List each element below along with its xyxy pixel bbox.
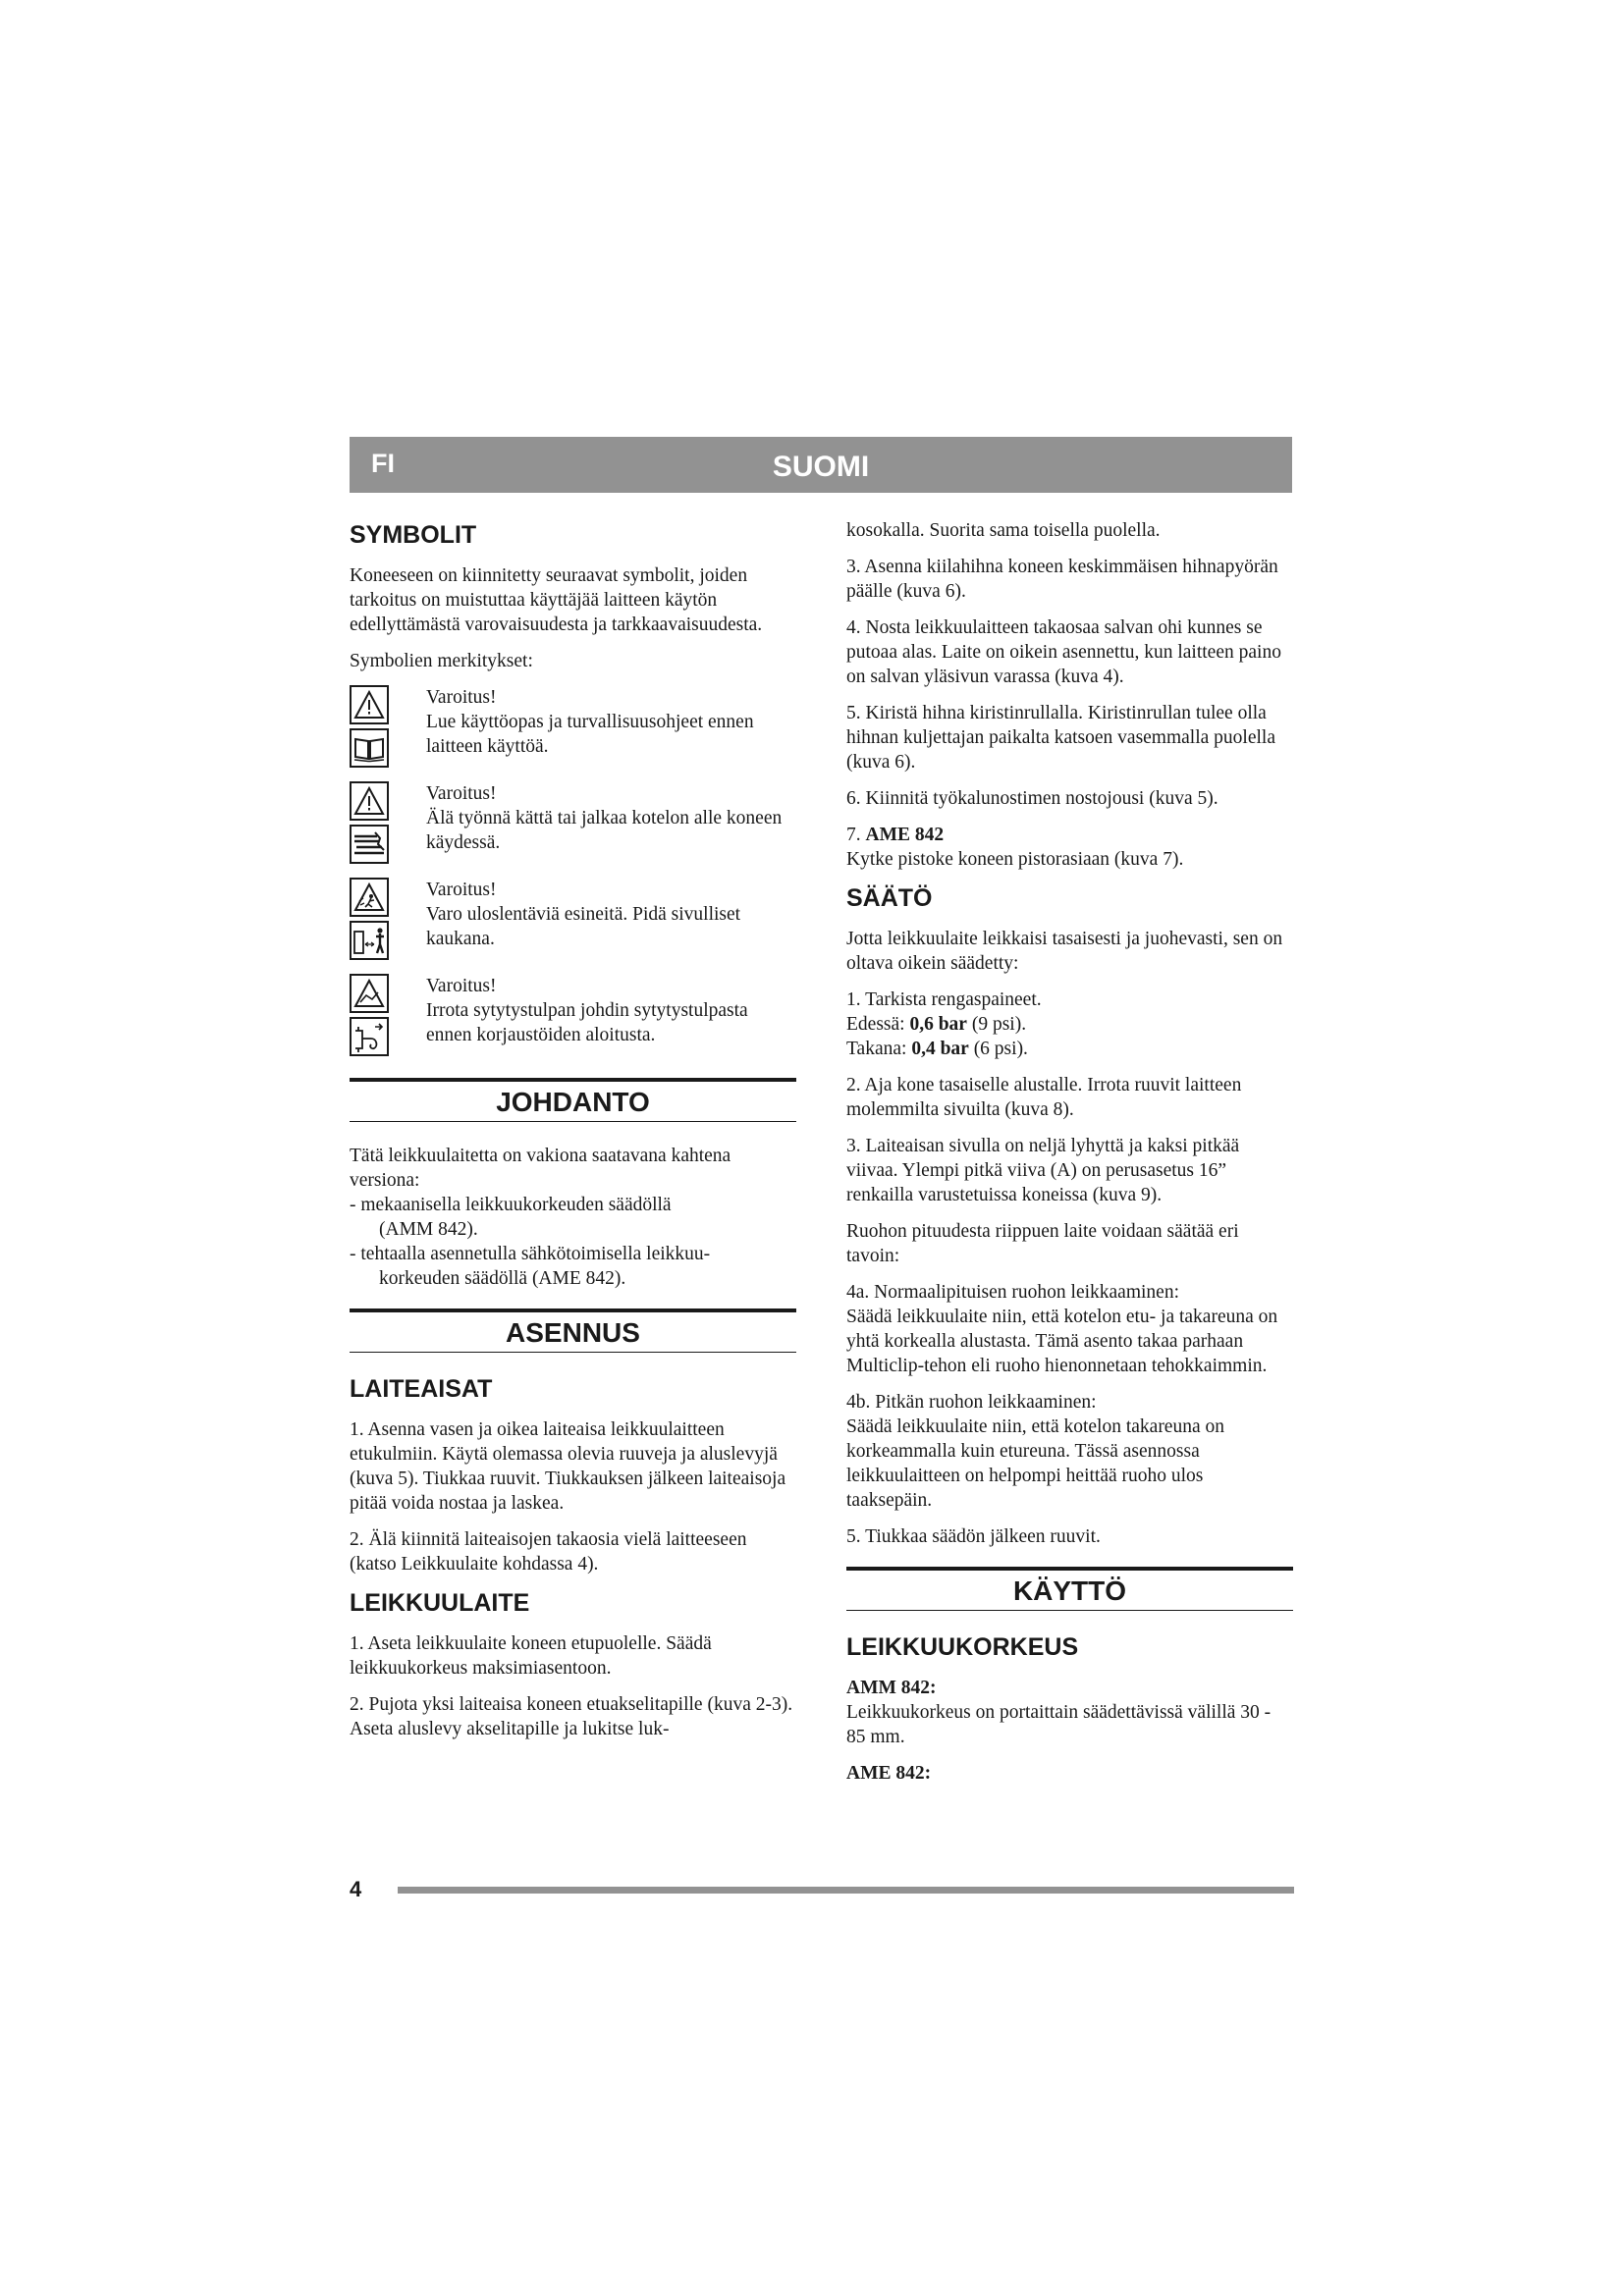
laiteaisat-step-2: 2. Älä kiinnitä laiteaisojen takaosia vielä laitteeseen (katso Leikkuulaite kohdassa 4). [350, 1529, 747, 1575]
warning-read-manual [350, 685, 796, 772]
language-header-bar [350, 437, 1292, 493]
leikkuulaite-step-7-text: Kytke pistoke koneen pistorasiaan (kuva 7). [846, 849, 1184, 870]
heading-symbolit: SYMBOLIT [350, 521, 477, 549]
amm-842-text: Leikkuukorkeus on portaittain säädettävissä välillä 30 - 85 mm. [846, 1702, 1272, 1747]
language-code: FI [371, 449, 395, 478]
johdanto-intro: Tätä leikkuulaitetta on vakiona saatavana kahtena versiona: [350, 1146, 731, 1191]
disconnect-plug-icon [350, 1017, 389, 1056]
leikkuulaite-step-2-continued: kosokalla. Suorita sama toisella puolella. [846, 520, 1161, 541]
warning-text: Irrota sytytystulpan johdin sytytystulpasta ennen korjaustöiden aloitusta. [426, 1000, 748, 1045]
hand-foot-blade-icon [350, 825, 389, 864]
thrown-objects-icon [350, 878, 389, 917]
warning-text: Lue käyttöopas ja turvallisuusohjeet ennen laitteen käyttöä. [426, 712, 754, 757]
leikkuulaite-step-2: 2. Pujota yksi laiteaisa koneen etuakselitapille (kuva 2-3). Aseta aluslevy akselitapille ja lukitse luk- [350, 1694, 793, 1739]
left-column [350, 518, 796, 1753]
heading-saato: SÄÄTÖ [846, 884, 933, 912]
leikkuulaite-step-1: 1. Aseta leikkuulaite koneen etupuolelle. Säädä leikkuukorkeus maksimiasentoon. [350, 1633, 712, 1679]
warning-title: Varoitus! [426, 880, 497, 900]
section-heading-asennus: ASENNUS [350, 1308, 796, 1353]
amm-842-label-text: AMM 842: [846, 1678, 937, 1698]
symbolit-intro: Koneeseen on kiinnitetty seuraavat symbolit, joiden tarkoitus on muistuttaa käyttäjää laitteen käytön edellyttämästä varovaisuudesta ja tarkkaavaisuudesta. [350, 565, 763, 635]
leikkuulaite-step-6: 6. Kiinnitä työkalunostimen nostojousi (kuva 5). [846, 788, 1218, 809]
johdanto-item-2-model: korkeuden säädöllä (AME 842). [379, 1268, 626, 1289]
symbol-meanings-label: Symbolien merkitykset: [350, 651, 533, 671]
warning-triangle-icon [350, 781, 389, 821]
saato-step-4a-text: Säädä leikkuulaite niin, että kotelon etu- ja takareuna on yhtä korkealla alustasta. Tämä asento takaa parhaan Multiclip-tehon eli ruoho hienonnetaan tehokkaimmin. [846, 1307, 1278, 1376]
heading-leikkuulaite: LEIKKUULAITE [350, 1589, 530, 1617]
rear-pressure-value: 0,4 bar [911, 1039, 969, 1059]
section-heading-kaytto: KÄYTTÖ [846, 1567, 1293, 1611]
johdanto-item-1: - mekaanisella leikkuukorkeuden säädöllä [350, 1195, 672, 1215]
amm-842-label [846, 1676, 1293, 1700]
front-label: Edessä: [846, 1014, 905, 1035]
right-column [846, 518, 1293, 1797]
footer-rule [398, 1887, 1294, 1894]
saato-intro: Jotta leikkuulaite leikkaisi tasaisesti ja juohevasti, sen on oltava oikein säädetty: [846, 929, 1283, 974]
step-7-number: 7. [846, 825, 861, 845]
tire-pressure-front [846, 1012, 1293, 1037]
leikkuulaite-step-4: 4. Nosta leikkuulaitteen takaosaa salvan ohi kunnes se putoaa alas. Laite on oikein asennettu, kun laitteen paino on salvan yläsivun varassa (kuva 4). [846, 617, 1281, 687]
saato-step-1: 1. Tarkista rengaspaineet. [846, 989, 1042, 1010]
keep-distance-icon [350, 921, 389, 960]
leikkuulaite-step-7-heading [846, 823, 1293, 847]
saato-step-4b-title: 4b. Pitkän ruohon leikkaaminen: [846, 1392, 1097, 1413]
warning-title: Varoitus! [426, 783, 497, 804]
heading-laiteaisat: LAITEAISAT [350, 1375, 493, 1403]
warning-triangle-icon [350, 685, 389, 724]
saato-step-2: 2. Aja kone tasaiselle alustalle. Irrota ruuvit laitteen molemmilta sivuilta (kuva 8). [846, 1075, 1242, 1120]
saato-step-3: 3. Laiteaisan sivulla on neljä lyhyttä ja kaksi pitkää viivaa. Ylempi pitkä viiva (A) on perusasetus 16” renkailla varustetuissa koneissa (kuva 9). [846, 1136, 1240, 1205]
tire-pressure-rear [846, 1037, 1293, 1061]
front-pressure-value: 0,6 bar [909, 1014, 967, 1035]
spark-plug-warning-icon [350, 974, 389, 1013]
page-language-title: SUOMI [772, 451, 870, 483]
rear-psi: (6 psi). [973, 1039, 1028, 1059]
saato-grass-intro: Ruohon pituudesta riippuen laite voidaan säätää eri tavoin: [846, 1221, 1239, 1266]
section-heading-johdanto: JOHDANTO [350, 1078, 796, 1122]
warning-spark-plug [350, 974, 796, 1060]
warning-hands-feet [350, 781, 796, 868]
warning-title: Varoitus! [426, 976, 497, 996]
laiteaisat-step-1: 1. Asenna vasen ja oikea laiteaisa leikkuulaitteen etukulmiin. Käytä olemassa olevia ruuveja ja aluslevyjä (kuva 5). Tiukkaa ruuvit. Tiukkauksen jälkeen laiteaisoja pitää voida nostaa ja laskea. [350, 1419, 786, 1514]
saato-step-5: 5. Tiukkaa säädön jälkeen ruuvit. [846, 1526, 1101, 1547]
heading-leikkuukorkeus: LEIKKUUKORKEUS [846, 1633, 1079, 1661]
warning-title: Varoitus! [426, 687, 497, 708]
page-number: 4 [350, 1877, 362, 1901]
rear-label: Takana: [846, 1039, 907, 1059]
front-psi: (9 psi). [971, 1014, 1027, 1035]
saato-step-4a-title: 4a. Normaalipituisen ruohon leikkaaminen: [846, 1282, 1179, 1303]
warning-text: Varo uloslentäviä esineitä. Pidä sivulliset kaukana. [426, 904, 741, 949]
johdanto-item-1-model: (AMM 842). [379, 1219, 478, 1240]
ame-842-label [846, 1761, 1293, 1786]
ame-842-label-text: AME 842: [846, 1763, 932, 1784]
johdanto-item-2: - tehtaalla asennetulla sähkötoimisella leikkuu- [350, 1244, 711, 1264]
warning-thrown-objects [350, 878, 796, 964]
leikkuulaite-step-3: 3. Asenna kiilahihna koneen keskimmäisen hihnapyörän päälle (kuva 6). [846, 557, 1278, 602]
manual-book-icon [350, 728, 389, 768]
leikkuulaite-step-5: 5. Kiristä hihna kiristinrullalla. Kiristinrullan tulee olla hihnan kuljettajan paikalta katsoen vasemmalla puolella (kuva 6). [846, 703, 1275, 773]
saato-step-4b-text: Säädä leikkuulaite niin, että kotelon takareuna on korkeammalla kuin etureuna. Tässä asennossa leikkuulaitteen on helpompi heittää ruoho ulos taaksepäin. [846, 1416, 1224, 1511]
step-7-model: AME 842 [865, 825, 945, 845]
warning-text: Älä työnnä kättä tai jalkaa kotelon alle koneen käydessä. [426, 808, 783, 853]
